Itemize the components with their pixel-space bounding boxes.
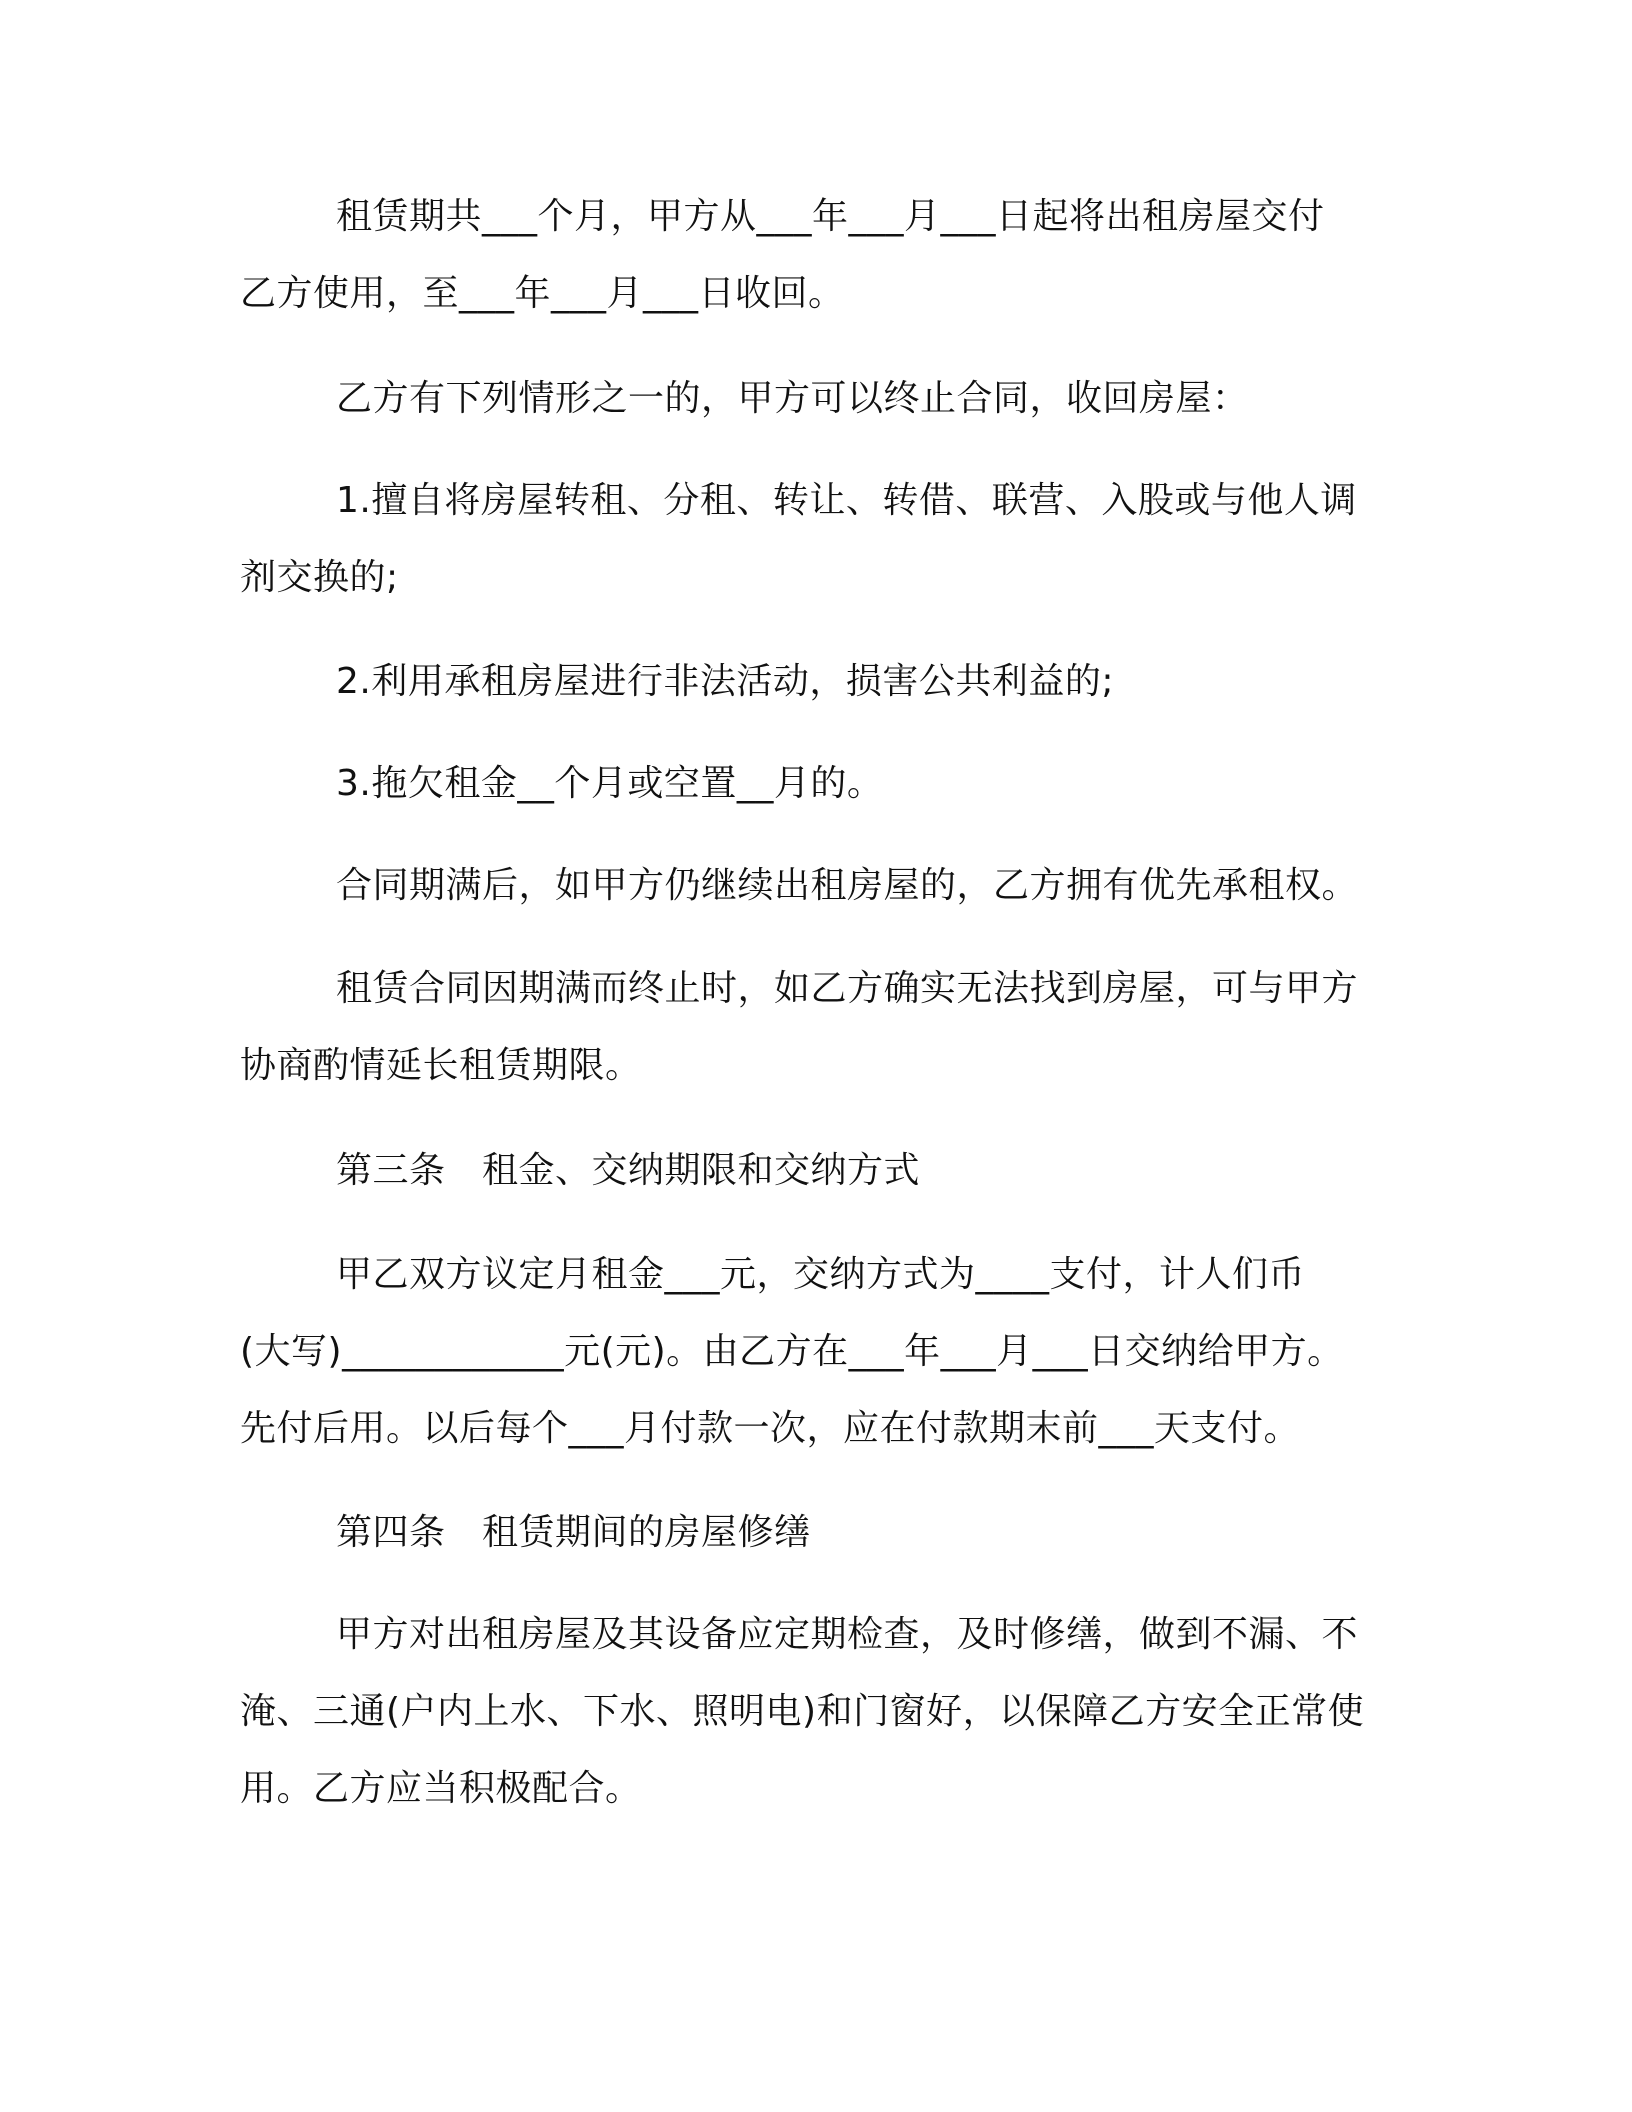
text-line: 3.拖欠租金__个月或空置__月的。 [336,763,884,804]
paragraph-item-2 [240,643,1390,720]
text-line: 淹、三通(户内上水、下水、照明电)和门窗好，以保障乙方安全正常使 [240,1691,1365,1732]
paragraph-rent-payment [240,1236,1390,1467]
paragraph-item-3 [240,745,1390,822]
paragraph-termination-intro [240,360,1390,437]
paragraph-priority-right [240,847,1390,924]
text-line: 协商酌情延长租赁期限。 [240,1045,642,1086]
paragraph-item-1 [240,462,1390,616]
section-heading-article-4 [240,1494,1390,1571]
text-line: 合同期满后，如甲方仍继续出租房屋的，乙方拥有优先承租权。 [336,865,1359,906]
section-heading-article-3 [240,1132,1390,1209]
text-line: 租赁合同因期满而终止时，如乙方确实无法找到房屋，可与甲方 [336,968,1359,1009]
text-line: 先付后用。以后每个___月付款一次，应在付款期末前___天支付。 [240,1408,1301,1449]
paragraph-extension [240,950,1390,1104]
paragraph-repairs [240,1596,1390,1827]
text-line: (大写)____________元(元)。由乙方在___年___月___日交纳给甲方。 [240,1331,1344,1372]
section-title: 第四条 租赁期间的房屋修缮 [336,1512,811,1553]
paragraph-lease-term [240,178,1390,332]
text-line: 剂交换的; [240,557,399,598]
text-line: 2.利用承租房屋进行非法活动，损害公共利益的; [336,661,1114,702]
section-title: 第三条 租金、交纳期限和交纳方式 [336,1150,921,1191]
text-line: 用。乙方应当积极配合。 [240,1768,642,1809]
text-line: 乙方使用，至___年___月___日收回。 [240,273,845,314]
text-line: 1.擅自将房屋转租、分租、转让、转借、联营、入股或与他人调 [336,480,1357,521]
text-line: 甲方对出租房屋及其设备应定期检查，及时修缮，做到不漏、不 [336,1614,1359,1655]
text-line: 乙方有下列情形之一的，甲方可以终止合同，收回房屋： [336,378,1249,419]
text-line: 租赁期共___个月，甲方从___年___月___日起将出租房屋交付 [336,196,1325,237]
text-line: 甲乙双方议定月租金___元，交纳方式为____支付，计人们币 [336,1254,1306,1295]
